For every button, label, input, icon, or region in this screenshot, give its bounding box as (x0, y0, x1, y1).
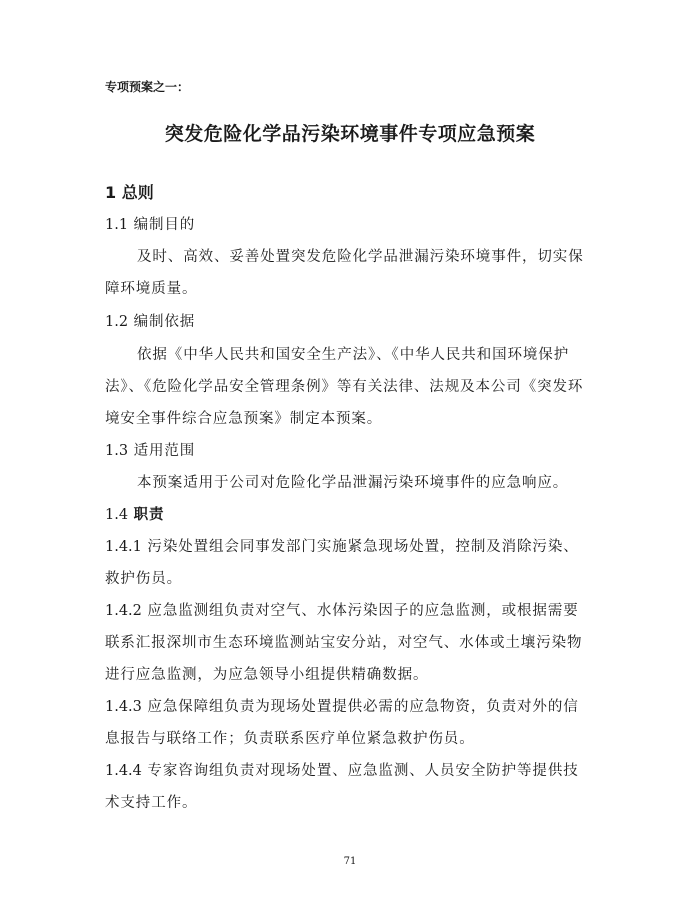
section-1-1-line-2: 障环境质量。 (105, 281, 198, 297)
section-1-3-title: 适用范围 (133, 443, 196, 459)
section-1-4-4-line-2: 术支持工作。 (105, 795, 198, 811)
section-1-2-line-2: 法》、《危险化学品安全管理条例》等有关法律、法规及本公司《突发环 (105, 379, 584, 395)
section-1-4-heading (105, 503, 164, 524)
section-1-4-4-text: 专家咨询组负责对现场处置、应急监测、人员安全防护等提供技 (147, 763, 579, 779)
pre-title: 专项预案之一： (105, 80, 190, 94)
section-1-2-line-1: 依据《中华人民共和国安全生产法》、《中华人民共和国环境保护 (137, 347, 570, 363)
section-1-number: 1 (105, 183, 117, 202)
section-1-4-4-number: 1.4.4 (105, 763, 142, 779)
section-1-3-line-1: 本预案适用于公司对危险化学品泄漏污染环境事件的应急响应。 (137, 475, 569, 491)
section-1-2-number: 1.2 (105, 314, 129, 330)
section-1-4-3-number: 1.4.3 (105, 699, 142, 715)
section-1-3-heading (105, 439, 195, 460)
section-1-title: 总则 (121, 183, 154, 202)
section-1-4-2-line-3: 进行应急监测，为应急领导小组提供精确数据。 (105, 667, 429, 683)
page-number: 71 (343, 856, 357, 867)
section-1-4-2-text: 应急监测组负责对空气、水体污染因子的应急监测，或根据需要 (147, 603, 579, 619)
section-1-1-title: 编制目的 (133, 217, 196, 233)
section-1-4-3-line-2: 息报告与联络工作；负责联系医疗单位紧急救护伤员。 (105, 731, 475, 747)
section-1-2-heading (105, 310, 195, 331)
section-1-4-1-line-2: 救护伤员。 (105, 571, 182, 587)
section-1-4-title: 职责 (133, 507, 165, 523)
section-1-4-1-text: 污染处置组会同事发部门实施紧急现场处置，控制及消除污染、 (147, 539, 579, 555)
section-1-4-3-text: 应急保障组负责为现场处置提供必需的应急物资，负责对外的信 (147, 699, 579, 715)
section-1-4-2-line-1 (105, 599, 579, 620)
section-1-4-4-line-1 (105, 759, 579, 780)
page-title: 突发危险化学品污染环境事件专项应急预案 (164, 123, 536, 145)
section-1-2-title: 编制依据 (133, 314, 196, 330)
section-1-2-line-3: 境安全事件综合应急预案》制定本预案。 (105, 411, 383, 427)
section-1-4-2-number: 1.4.2 (105, 603, 142, 619)
section-1-4-3-line-1 (105, 695, 579, 716)
section-1-heading (105, 180, 154, 203)
section-1-1-heading (105, 213, 195, 234)
section-1-4-2-line-2: 联系汇报深圳市生态环境监测站宝安分站，对空气、水体或土壤污染物 (105, 635, 583, 651)
section-1-3-number: 1.3 (105, 443, 129, 459)
section-1-1-line-1: 及时、高效、妥善处置突发危险化学品泄漏污染环境事件，切实保 (137, 249, 584, 265)
section-1-4-number: 1.4 (105, 507, 129, 523)
section-1-4-1-number: 1.4.1 (105, 539, 142, 555)
section-1-1-number: 1.1 (105, 217, 129, 233)
section-1-4-1-line-1 (105, 535, 579, 556)
